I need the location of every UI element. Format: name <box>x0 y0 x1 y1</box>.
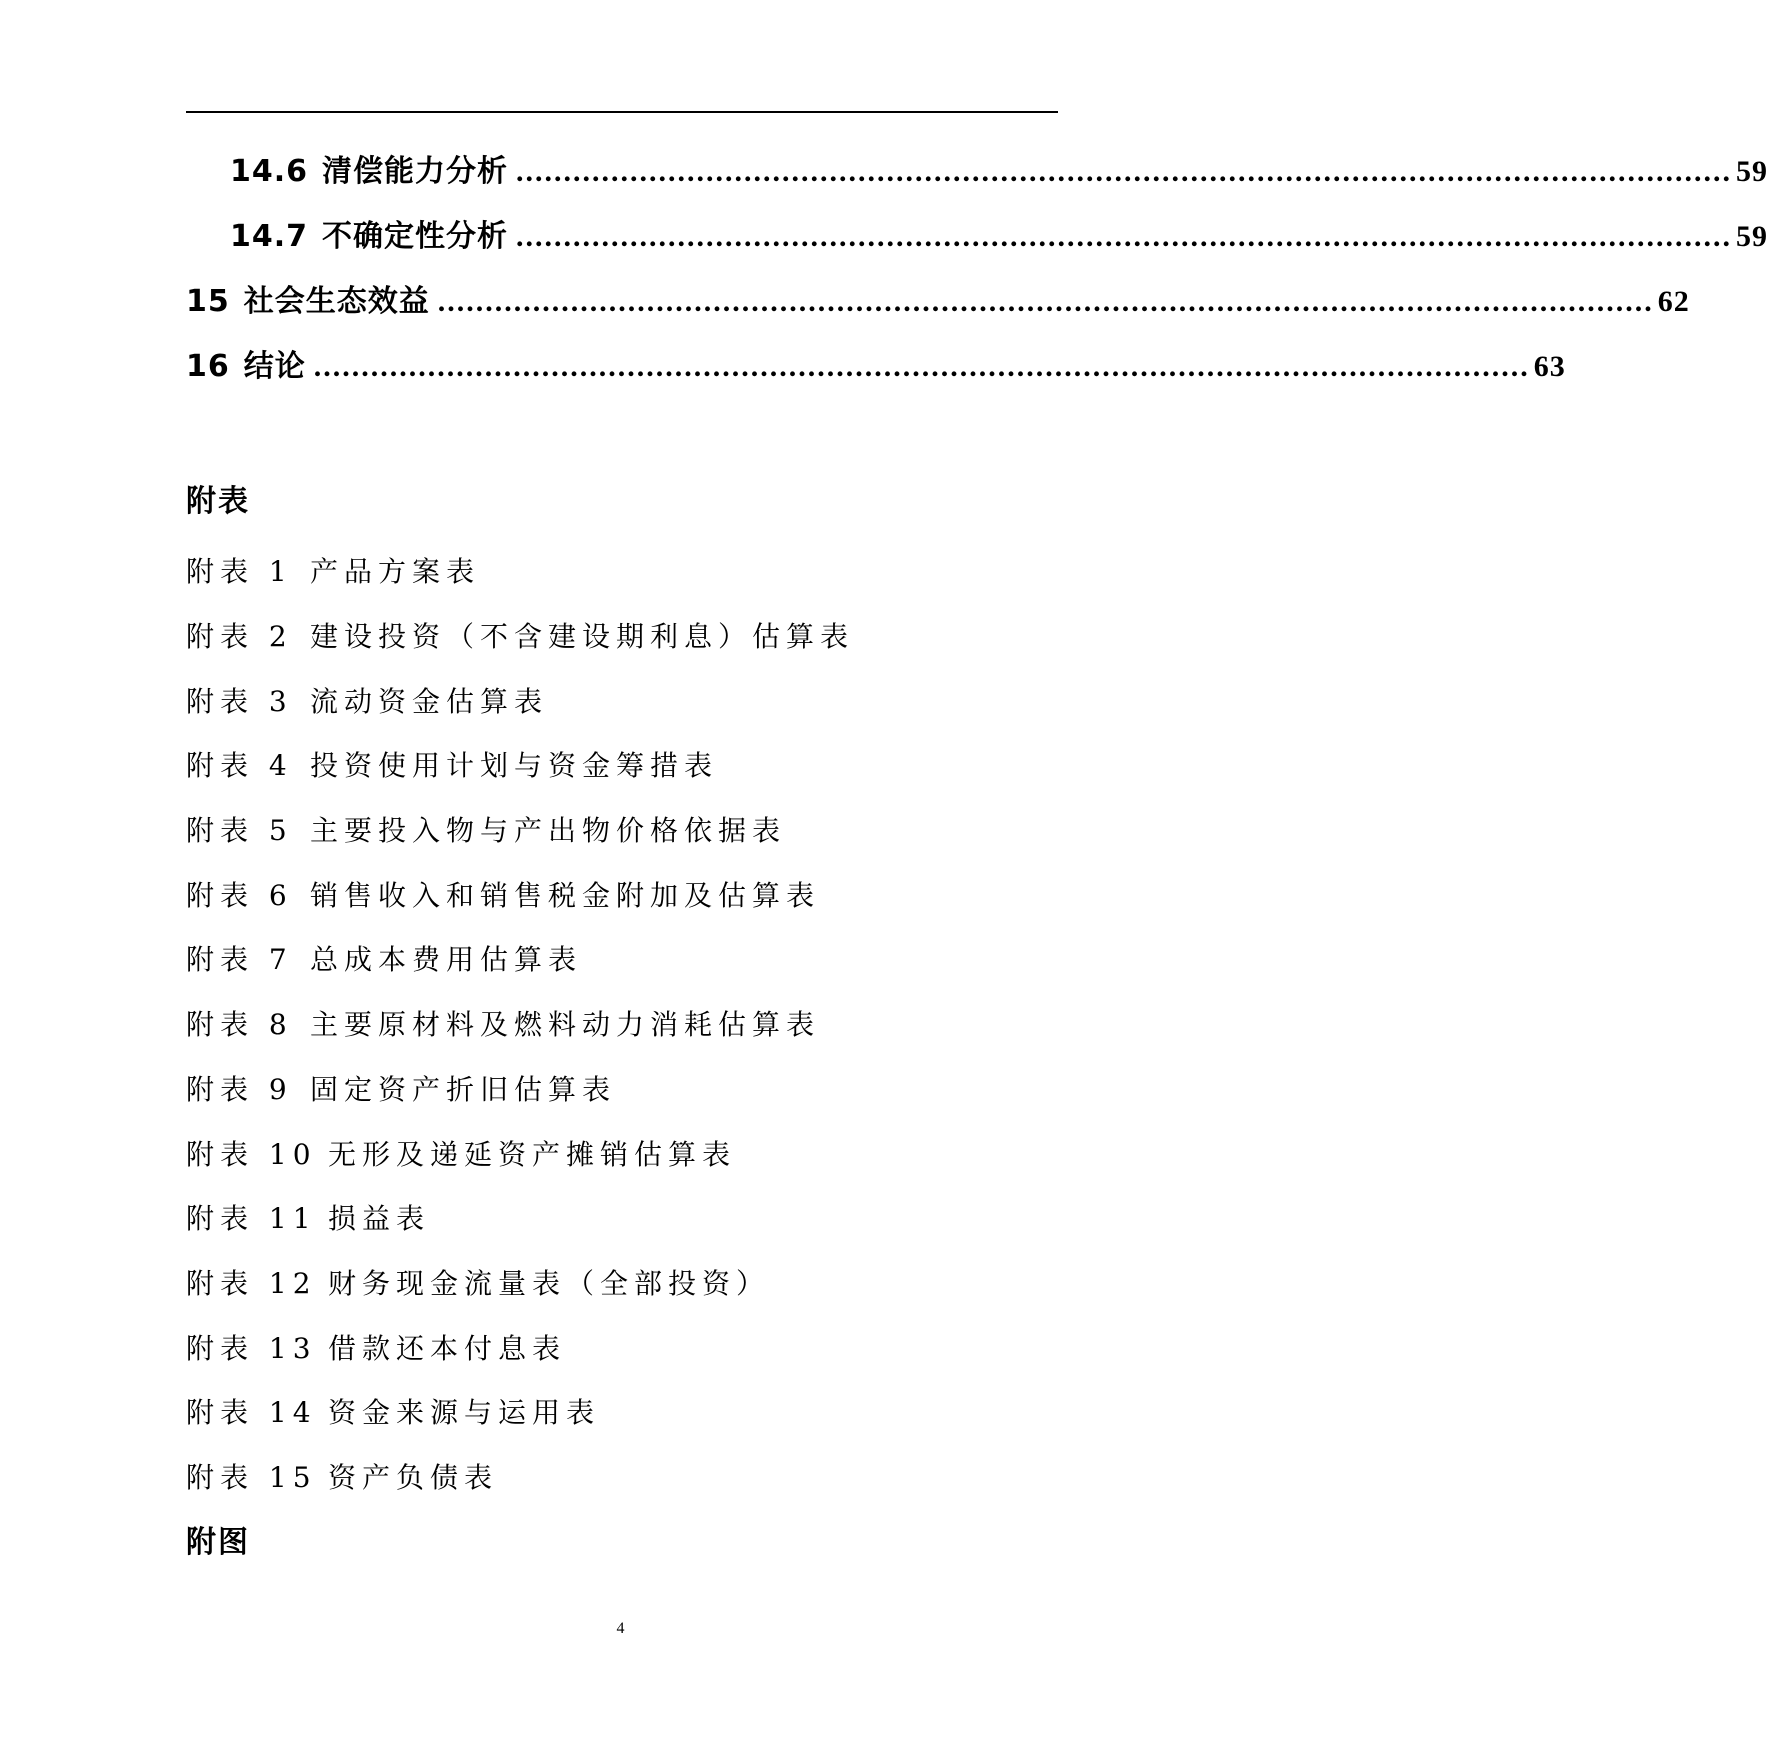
appendix-item <box>186 1444 1058 1509</box>
appendix-item-label: 附表 5 <box>186 814 293 848</box>
appendix-item-label: 附表 7 <box>186 943 293 977</box>
appendix-figures-heading: 附图 <box>186 1525 250 1560</box>
toc-entry[interactable] <box>186 146 1768 211</box>
toc-entry-page: 59 <box>1736 155 1768 188</box>
appendix-item <box>186 926 1058 991</box>
appendix-item <box>186 1379 1058 1444</box>
appendix-item-label: 附表 15 <box>186 1460 317 1494</box>
appendix-item-label: 附表 8 <box>186 1008 293 1042</box>
toc-entry-number: 16 <box>186 349 230 384</box>
toc-entry-title: 社会生态效益 <box>243 284 430 319</box>
appendix-item-title: 销售收入和销售税金附加及估算表 <box>310 878 821 912</box>
appendix-item-title: 主要投入物与产出物价格依据表 <box>310 814 787 848</box>
appendix-item-title: 建设投资（不含建设期利息）估算表 <box>310 620 855 654</box>
appendix-tables-heading: 附表 <box>186 484 250 519</box>
appendix-item-label: 附表 13 <box>186 1331 317 1365</box>
toc-entry-number: 15 <box>186 284 230 319</box>
table-of-contents <box>186 146 1768 406</box>
appendix-item-title: 投资使用计划与资金筹措表 <box>310 749 719 783</box>
appendix-item <box>186 1250 1058 1315</box>
toc-entry[interactable] <box>186 211 1768 276</box>
appendix-item-label: 附表 10 <box>186 1137 317 1171</box>
toc-entry-page: 63 <box>1533 350 1566 383</box>
appendix-item-title: 损益表 <box>328 1202 431 1236</box>
appendix-item <box>186 1185 1058 1250</box>
appendix-item-label: 附表 1 <box>186 555 293 589</box>
appendix-tables-list <box>186 538 1058 1508</box>
appendix-item-title: 无形及递延资产摊销估算表 <box>328 1137 737 1171</box>
appendix-item-label: 附表 3 <box>186 684 293 718</box>
toc-entry[interactable] <box>186 341 1566 406</box>
appendix-item <box>186 667 1058 732</box>
appendix-item <box>186 1120 1058 1185</box>
appendix-item-title: 流动资金估算表 <box>310 684 549 718</box>
appendix-item-title: 产品方案表 <box>310 555 481 589</box>
appendix-item <box>186 538 1058 603</box>
toc-dot-leader: ................................................................................................................................ <box>437 285 1654 318</box>
appendix-item <box>186 603 1058 668</box>
appendix-item-label: 附表 6 <box>186 878 293 912</box>
toc-entry-page: 59 <box>1736 220 1768 253</box>
appendix-item-label: 附表 4 <box>186 749 293 783</box>
appendix-item-title: 借款还本付息表 <box>328 1331 567 1365</box>
toc-entry-number: 14.7 <box>230 219 309 254</box>
toc-dot-leader: ................................................................................................................................ <box>313 350 1530 383</box>
appendix-item-title: 资金来源与运用表 <box>328 1396 601 1430</box>
toc-entry-title: 不确定性分析 <box>322 219 509 254</box>
appendix-item-title: 资产负债表 <box>328 1460 499 1494</box>
header-rule <box>186 111 1058 113</box>
appendix-item-title: 财务现金流量表（全部投资） <box>328 1266 771 1300</box>
appendix-item-title: 主要原材料及燃料动力消耗估算表 <box>310 1008 821 1042</box>
appendix-item-label: 附表 14 <box>186 1396 317 1430</box>
appendix-item <box>186 1056 1058 1121</box>
appendix-item-label: 附表 12 <box>186 1266 317 1300</box>
appendix-item <box>186 732 1058 797</box>
toc-dot-leader: ................................................................................................................................ <box>516 220 1733 253</box>
toc-entry-title: 结论 <box>243 349 306 384</box>
appendix-item <box>186 991 1058 1056</box>
toc-entry-page: 62 <box>1657 285 1690 318</box>
appendix-item-label: 附表 11 <box>186 1202 317 1236</box>
toc-dot-leader: ................................................................................................................................ <box>516 155 1733 188</box>
appendix-item <box>186 797 1058 862</box>
appendix-item-title: 总成本费用估算表 <box>310 943 583 977</box>
toc-entry[interactable] <box>186 276 1690 341</box>
appendix-item <box>186 861 1058 926</box>
appendix-item <box>186 1314 1058 1379</box>
appendix-item-label: 附表 9 <box>186 1072 293 1106</box>
page-number: 4 <box>616 1620 625 1637</box>
toc-entry-title: 清偿能力分析 <box>322 154 509 189</box>
appendix-item-label: 附表 2 <box>186 620 293 654</box>
toc-entry-number: 14.6 <box>230 154 309 189</box>
appendix-item-title: 固定资产折旧估算表 <box>310 1072 617 1106</box>
